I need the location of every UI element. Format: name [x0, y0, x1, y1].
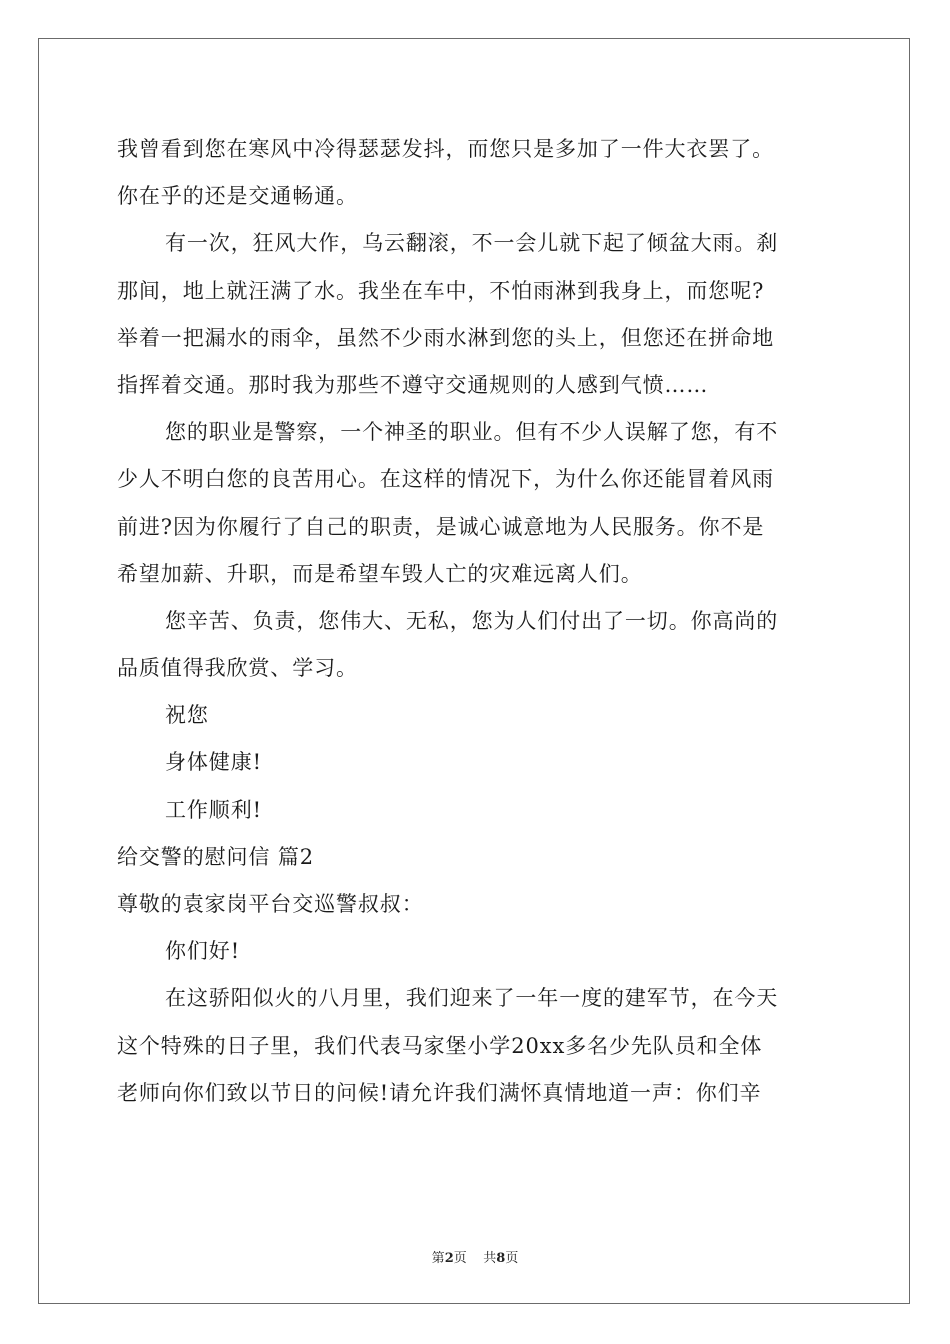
text-line: 前进?因为你履行了自己的职责，是诚心诚意地为人民服务。你不是: [117, 514, 765, 539]
footer-suffix: 页: [505, 1251, 519, 1266]
text-line: 这个特殊的日子里，我们代表马家堡小学20xx多名少先队员和全体: [117, 1033, 763, 1058]
footer-total-pages: 8: [496, 1251, 506, 1266]
text-line: 你们好!: [165, 939, 241, 964]
text-line: 我曾看到您在寒风中冷得瑟瑟发抖，而您只是多加了一件大衣罢了。: [117, 137, 774, 161]
text-line: 您辛苦、负责，您伟大、无私，您为人们付出了一切。你高尚的: [165, 608, 779, 633]
document-body: [117, 126, 835, 1117]
text-line: 您的职业是警察，一个神圣的职业。但有不少人误解了您，有不: [165, 420, 779, 445]
text-line: 指挥着交通。那时我为那些不遵守交通规则的人感到气愤……: [117, 372, 709, 397]
text-line: 有一次，狂风大作，乌云翻滚，不一会儿就下起了倾盆大雨。刹: [165, 231, 779, 256]
text-line: 那间，地上就汪满了水。我坐在车中，不怕雨淋到我身上，而您呢?: [117, 278, 765, 303]
text-line: 品质值得我欣赏、学习。: [117, 656, 358, 681]
text-line: 在这骄阳似火的八月里，我们迎来了一年一度的建军节，在今天: [165, 986, 779, 1011]
text-line: 祝您: [165, 703, 209, 728]
text-line: 工作顺利!: [165, 797, 262, 822]
text-line: 少人不明白您的良苦用心。在这样的情况下，为什么你还能冒着风雨: [117, 467, 774, 492]
text-line: 你在乎的还是交通畅通。: [117, 184, 358, 209]
salutation: 尊敬的袁家岗平台交巡警叔叔：: [117, 892, 424, 916]
footer-prefix: 第: [431, 1251, 445, 1266]
text-line: 老师向你们致以节日的问候!请允许我们满怀真情地道一声：你们辛: [117, 1080, 762, 1105]
text-line: 举着一把漏水的雨伞，虽然不少雨水淋到您的头上，但您还在拼命地: [117, 325, 774, 350]
footer-page-number: 2: [444, 1251, 454, 1266]
text-line: 希望加薪、升职，而是希望车毁人亡的灾难远离人们。: [117, 561, 643, 586]
page-footer: [0, 1247, 950, 1266]
footer-middle: 页 共: [453, 1251, 497, 1266]
section-heading: 给交警的慰问信 篇2: [117, 844, 315, 869]
text-line: 身体健康!: [165, 750, 262, 775]
